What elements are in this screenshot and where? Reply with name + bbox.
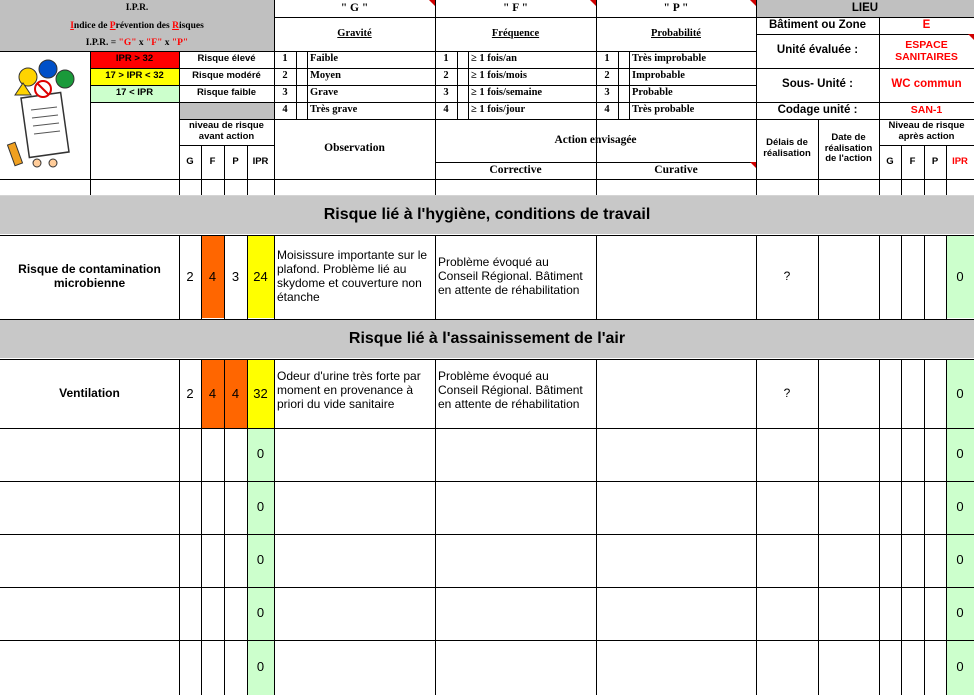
col-header-action: Action envisagée xyxy=(554,133,637,146)
grid-line xyxy=(0,587,974,588)
grid-line xyxy=(247,359,248,695)
cell-date xyxy=(818,360,879,428)
grid-line xyxy=(879,145,974,146)
f-item-label: ≥ 1 fois/an xyxy=(471,53,518,65)
comment-indicator-icon xyxy=(590,0,596,6)
p-item-number: 2 xyxy=(604,70,610,82)
f-item-number: 4 xyxy=(443,104,449,116)
cell-p: 3 xyxy=(231,268,240,284)
empty-row-ipr: 0 xyxy=(247,481,274,534)
g-item-number: 4 xyxy=(282,104,288,116)
grid-line xyxy=(224,145,225,195)
grid-line xyxy=(201,235,202,319)
grid-line xyxy=(946,145,947,195)
grid-line xyxy=(596,235,597,319)
legend-filler xyxy=(179,102,274,119)
col-header-p: P xyxy=(232,155,239,167)
empty-row-after-ipr: 0 xyxy=(946,640,974,695)
cell-f: 4 xyxy=(201,236,224,318)
f-item-number: 3 xyxy=(443,87,449,99)
f-scale-title: Fréquence xyxy=(491,27,540,39)
empty-row-after-ipr: 0 xyxy=(946,428,974,481)
grid-line xyxy=(756,359,757,695)
cell-ipr: 24 xyxy=(247,236,274,318)
grid-line xyxy=(901,235,902,319)
col-header-niveau-avant: niveau de risque avant action xyxy=(189,120,264,142)
grid-line xyxy=(179,145,274,146)
grid-line xyxy=(879,17,880,119)
grid-line xyxy=(818,359,819,695)
grid-line xyxy=(0,179,974,180)
legend-range-low: 17 < IPR xyxy=(90,85,179,102)
f-item-number: 1 xyxy=(443,53,449,65)
empty-row-after-ipr: 0 xyxy=(946,481,974,534)
grid-line xyxy=(756,235,757,319)
grid-line xyxy=(596,0,597,195)
p-item-number: 1 xyxy=(604,53,610,65)
comment-indicator-icon xyxy=(750,0,756,6)
grid-line xyxy=(756,0,757,195)
grid-line xyxy=(0,359,974,360)
cell-p: 4 xyxy=(224,360,247,428)
f-item-label: ≥ 1 fois/mois xyxy=(471,70,527,82)
cell-g: 2 xyxy=(186,385,194,401)
grid-line xyxy=(274,235,275,319)
grid-line xyxy=(247,145,248,195)
lieu-label-sous-unite: Sous- Unité : xyxy=(782,78,853,91)
legend-label-high: Risque élevé xyxy=(197,53,256,65)
grid-line xyxy=(179,119,974,120)
cell-curative xyxy=(596,236,756,318)
grid-line xyxy=(179,51,180,195)
g-scale-title: Gravité xyxy=(337,27,372,39)
grid-line xyxy=(179,359,180,695)
grid-line xyxy=(756,68,974,69)
legend-label-low: Risque faible xyxy=(196,87,257,99)
grid-line xyxy=(618,51,619,119)
g-item-label: Grave xyxy=(310,87,338,99)
grid-line xyxy=(201,359,202,695)
grid-line xyxy=(946,359,947,695)
grid-line xyxy=(201,145,202,195)
g-item-number: 1 xyxy=(282,53,288,65)
grid-line xyxy=(90,51,91,195)
col-header-after-f: F xyxy=(909,155,916,167)
cell-after-ipr: 0 xyxy=(946,360,974,428)
cell-f: 4 xyxy=(201,360,224,428)
grid-line xyxy=(274,17,974,18)
grid-line xyxy=(435,359,436,695)
grid-line xyxy=(0,235,974,236)
safety-illustration-icon xyxy=(0,51,90,179)
g-item-label: Très grave xyxy=(310,104,358,116)
g-item-number: 3 xyxy=(282,87,288,99)
comment-indicator-icon xyxy=(750,162,756,168)
cell-delais: ? xyxy=(783,386,791,401)
col-header-delais: Délais de réalisation xyxy=(763,137,811,159)
comment-indicator-icon xyxy=(968,34,974,40)
cell-after-ipr: 0 xyxy=(946,236,974,318)
col-header-f: F xyxy=(209,155,216,167)
g-item-label: Faible xyxy=(310,53,338,65)
ipr-formula: I.P.R. = "G" x "F" x "P" xyxy=(0,35,274,51)
cell-curative xyxy=(596,360,756,428)
comment-indicator-icon xyxy=(429,0,435,6)
p-item-label: Improbable xyxy=(632,70,685,82)
grid-line xyxy=(90,51,756,52)
cell-g: 2 xyxy=(186,268,194,284)
grid-line xyxy=(224,359,225,695)
ipr-title: I.P.R. xyxy=(0,0,274,17)
p-item-label: Probable xyxy=(632,87,673,99)
lieu-value-codage: SAN-1 xyxy=(910,104,943,117)
p-item-number: 3 xyxy=(604,87,610,99)
f-item-label: ≥ 1 fois/jour xyxy=(471,104,526,116)
legend-label-medium: Risque modéré xyxy=(192,70,261,82)
p-item-number: 4 xyxy=(604,104,610,116)
legend-range-high: IPR > 32 xyxy=(90,51,179,68)
col-header-after-g: G xyxy=(886,155,894,167)
grid-line xyxy=(90,68,756,69)
grid-line xyxy=(879,359,880,695)
grid-line xyxy=(901,145,902,195)
col-header-corrective: Corrective xyxy=(489,163,542,176)
empty-row-after-ipr: 0 xyxy=(946,587,974,640)
cell-observation: Moisissure importante sur le plafond. Problème lié au skydome et couverture non étanche xyxy=(277,248,428,304)
empty-row-ipr: 0 xyxy=(247,640,274,695)
grid-line xyxy=(879,235,880,319)
grid-line xyxy=(818,119,819,195)
col-header-curative: Curative xyxy=(654,163,698,176)
section-title: Risque lié à l'hygiène, conditions de travail xyxy=(0,196,974,234)
grid-line xyxy=(90,85,756,86)
lieu-value-unite: ESPACE SANITAIRES xyxy=(895,38,958,63)
legend-range-medium: 17 > IPR < 32 xyxy=(90,68,179,85)
grid-line xyxy=(457,51,458,119)
lieu-value-batiment: E xyxy=(922,18,931,31)
grid-line xyxy=(247,235,248,319)
col-header-after-p: P xyxy=(931,155,939,167)
grid-line xyxy=(924,359,925,695)
grid-line xyxy=(90,102,756,103)
lieu-title: LIEU xyxy=(756,0,974,17)
risk-label: Risque de contamination microbienne xyxy=(18,262,161,290)
col-header-niveau-apres: Niveau de risque après action xyxy=(888,120,965,142)
f-item-label: ≥ 1 fois/semaine xyxy=(471,87,543,99)
grid-line xyxy=(0,481,974,482)
col-header-g: G xyxy=(186,155,194,167)
grid-line xyxy=(468,51,469,119)
grid-line xyxy=(307,51,308,119)
grid-line xyxy=(0,534,974,535)
cell-corrective: Problème évoqué au Conseil Régional. Bâtiment en attente de réhabilitation xyxy=(438,255,583,297)
grid-line xyxy=(0,319,974,320)
grid-line xyxy=(224,235,225,319)
lieu-label-codage: Codage unité : xyxy=(777,103,858,116)
grid-line xyxy=(629,51,630,119)
cell-observation: Odeur d'urine très forte par moment en provenance à priori du vide sanitaire xyxy=(277,369,421,411)
grid-line xyxy=(274,0,275,195)
p-scale-title: Probabilité xyxy=(651,27,701,39)
grid-line xyxy=(879,119,880,195)
lieu-label-unite: Unité évaluée : xyxy=(776,44,859,57)
g-scale-header: " G " xyxy=(340,1,369,14)
col-header-date: Date de réalisation de l'action xyxy=(824,131,873,165)
f-scale-header: " F " xyxy=(502,1,529,14)
g-item-label: Moyen xyxy=(310,70,341,82)
grid-line xyxy=(296,51,297,119)
col-header-ipr: IPR xyxy=(252,155,269,167)
ipr-subtitle: Indice de Prévention des Risques xyxy=(0,17,274,35)
grid-line xyxy=(756,34,974,35)
grid-line xyxy=(818,235,819,319)
col-header-observation: Observation xyxy=(324,142,385,155)
empty-row-ipr: 0 xyxy=(247,428,274,481)
grid-line xyxy=(756,102,974,103)
f-item-number: 2 xyxy=(443,70,449,82)
cell-ipr: 32 xyxy=(247,360,274,428)
cell-date xyxy=(818,236,879,318)
lieu-label-batiment: Bâtiment ou Zone xyxy=(768,18,867,31)
col-header-after-ipr: IPR xyxy=(952,155,968,167)
g-item-number: 2 xyxy=(282,70,288,82)
empty-row-ipr: 0 xyxy=(247,534,274,587)
grid-line xyxy=(435,235,436,319)
p-item-label: Très improbable xyxy=(632,53,706,65)
grid-line xyxy=(274,359,275,695)
grid-line xyxy=(0,195,974,196)
empty-row-after-ipr: 0 xyxy=(946,534,974,587)
cell-corrective: Problème évoqué au Conseil Régional. Bâtiment en attente de réhabilitation xyxy=(438,369,583,411)
grid-line xyxy=(901,359,902,695)
grid-line xyxy=(0,51,90,52)
p-scale-header: " P " xyxy=(663,1,689,14)
grid-line xyxy=(179,235,180,319)
lieu-value-sous-unite: WC commun xyxy=(891,78,962,91)
section-title: Risque lié à l'assainissement de l'air xyxy=(0,320,974,358)
grid-line xyxy=(435,0,436,195)
grid-line xyxy=(0,640,974,641)
grid-line xyxy=(946,235,947,319)
cell-delais: ? xyxy=(783,269,791,284)
risk-label: Ventilation xyxy=(59,386,120,401)
grid-line xyxy=(924,145,925,195)
grid-line xyxy=(924,235,925,319)
grid-line xyxy=(596,359,597,695)
empty-row-ipr: 0 xyxy=(247,587,274,640)
grid-line xyxy=(0,428,974,429)
p-item-label: Très probable xyxy=(632,104,695,116)
